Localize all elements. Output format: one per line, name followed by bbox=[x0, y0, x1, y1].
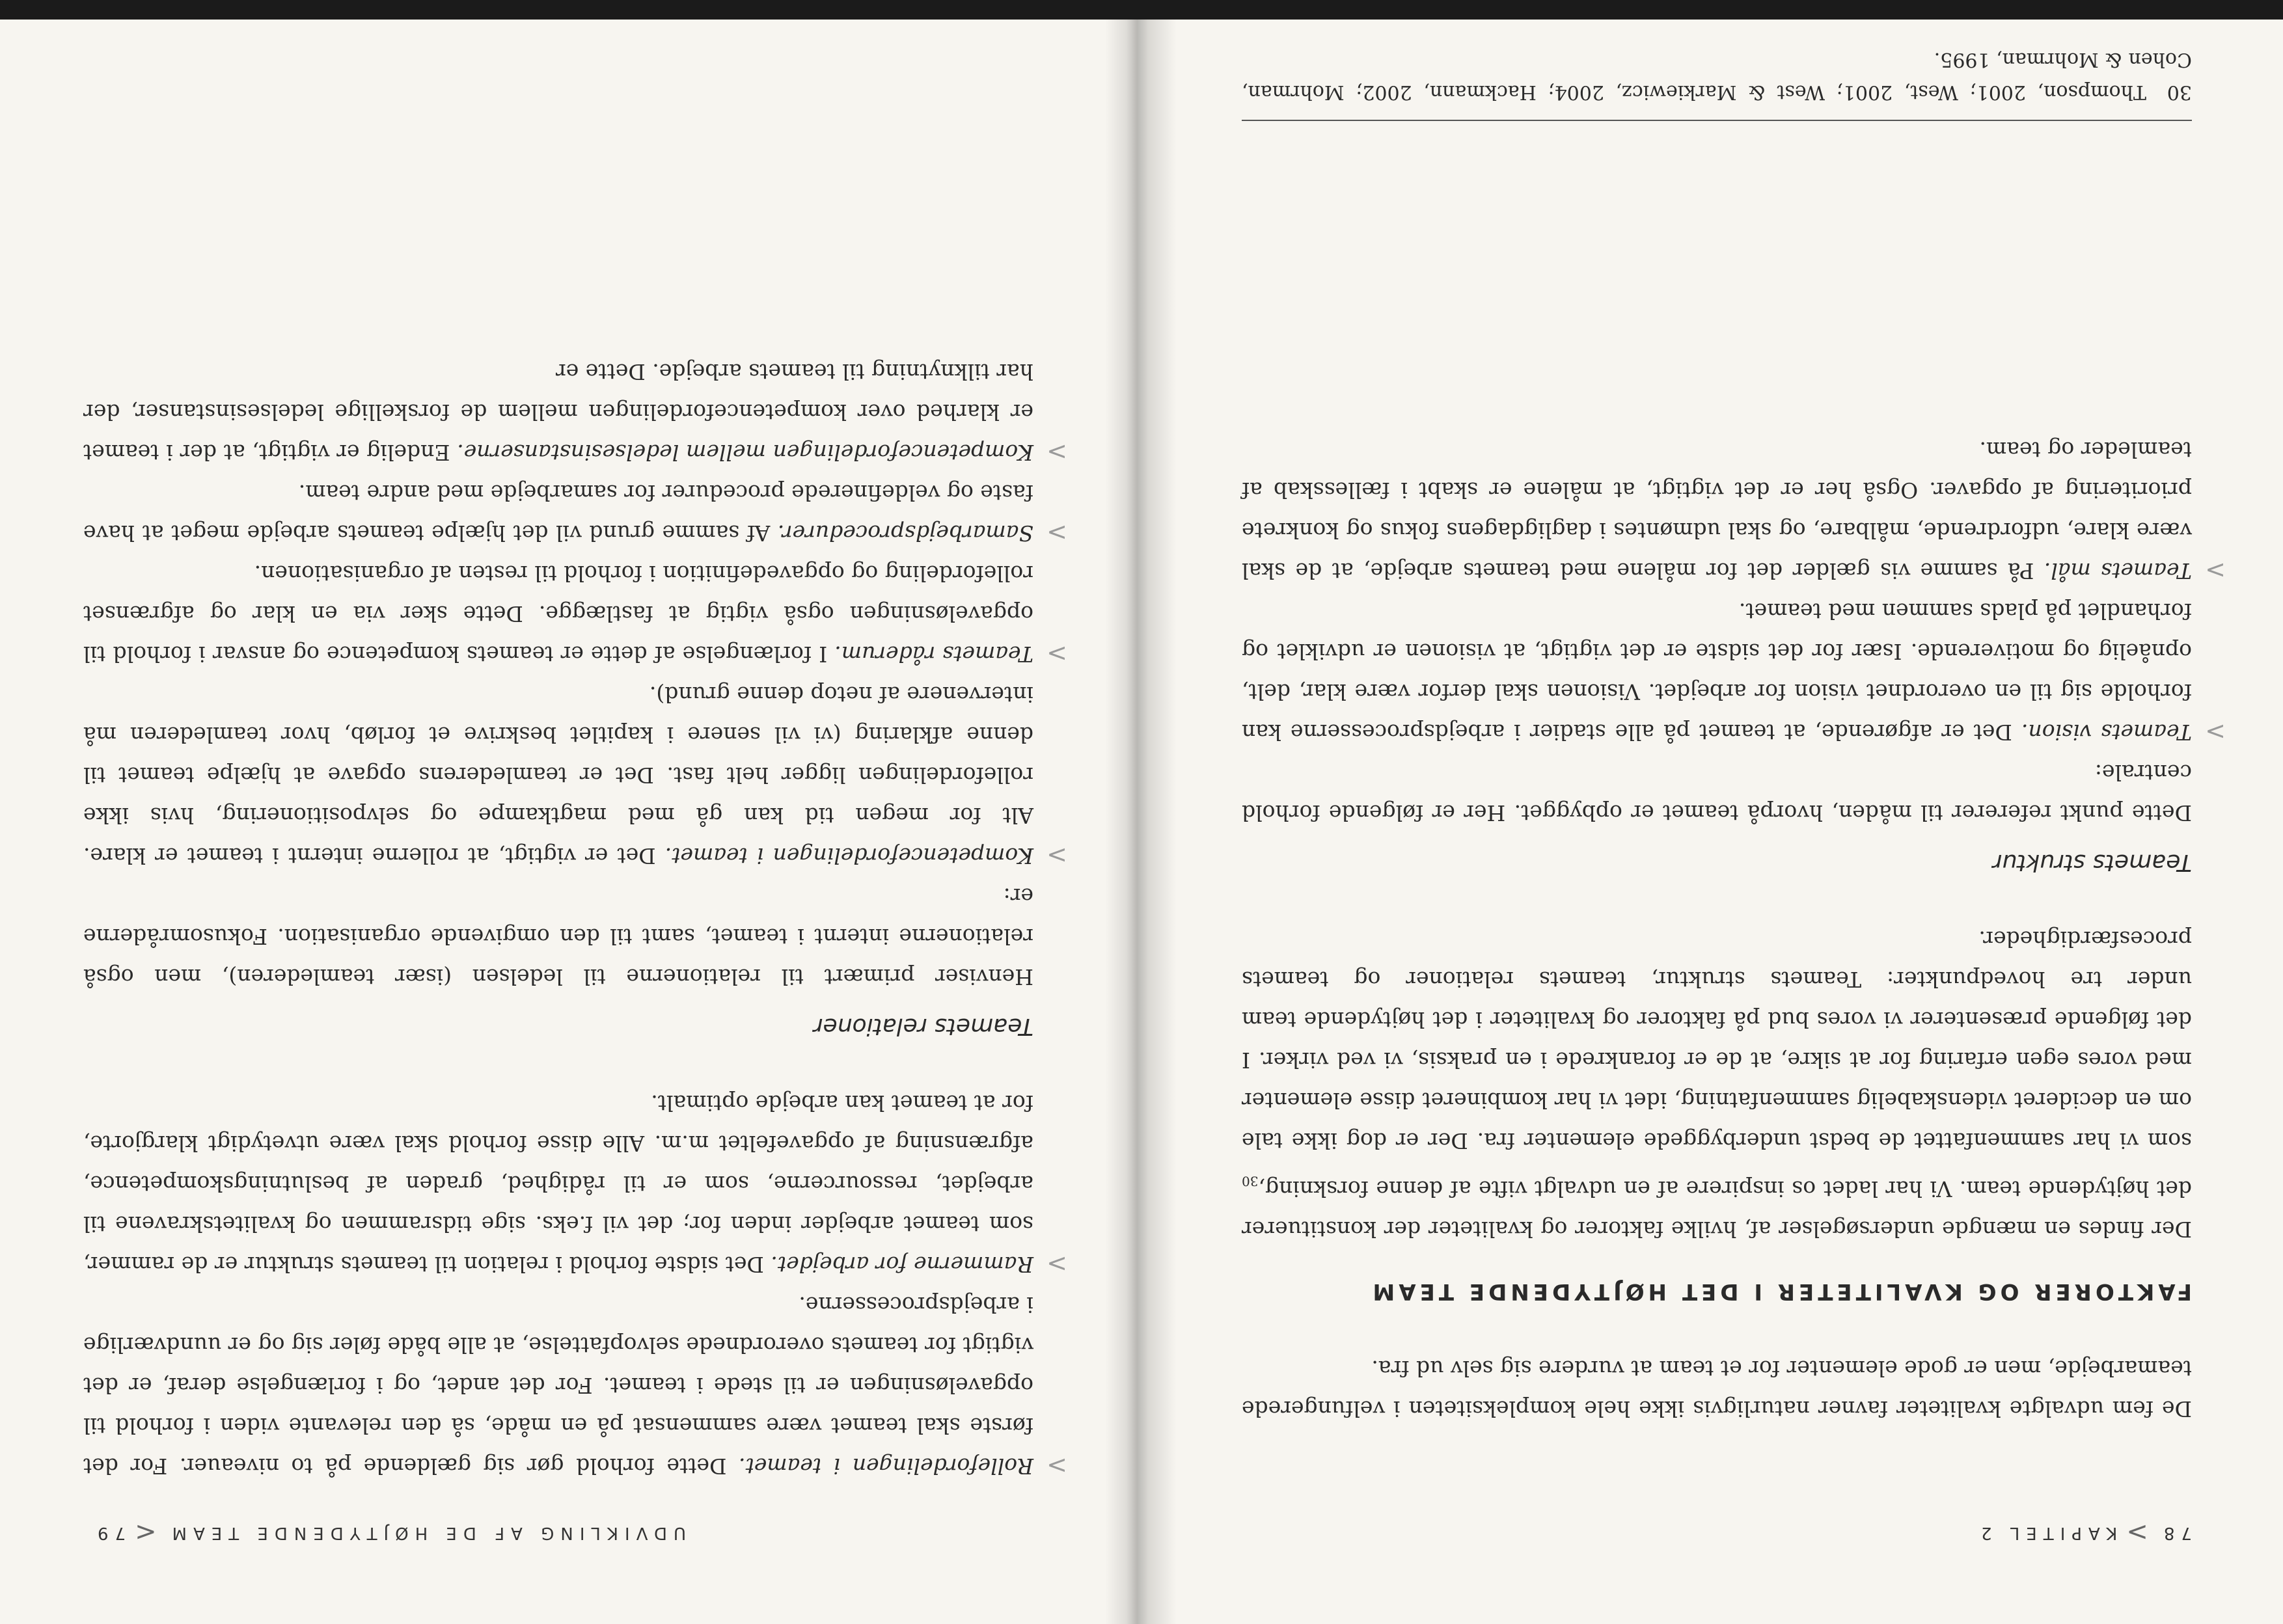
bullet-term: Teamets råderum. bbox=[834, 642, 1033, 667]
bullet-text: Endelig er vigtigt, at der i teamet er klarhed over kompetencefordelingen mellem de forskellige ledelsesinstanser, der har tilknytning til teamets arbejde. Dette er bbox=[83, 359, 1033, 465]
bullet-term: Kompetencefordelingen mellem ledelsesinstanserne. bbox=[457, 440, 1033, 465]
chevron-bullet-icon: > bbox=[1046, 1452, 1067, 1480]
page-78 bbox=[1151, 0, 2283, 1624]
chevron-right-icon: > bbox=[2126, 1517, 2148, 1547]
text-column-left bbox=[1241, 429, 2226, 1429]
footnote-number: 30 bbox=[2167, 81, 2192, 103]
footnote-divider bbox=[1242, 120, 2192, 121]
section-paragraph-part1: Der findes en mængde undersøgelser af, hvilke faktorer og kvaliteter der konstituerer det højtydende team. Vi har ladet os inspirere af en udvalgt vifte af denne forskning, bbox=[1242, 1176, 2192, 1242]
intro-paragraph: De fem udvalgte kvaliteter favner naturligvis ikke hele kompleksiteten i velfungerede teamarbejde, men er gode elementer for et team at vurdere sig selv ud fra. bbox=[1242, 1356, 2192, 1422]
footnote bbox=[1242, 43, 2192, 108]
bullet-text: Det sidste forhold i relation til teamets struktur er de rammer, som teamet arbejder inden for; det vil f.eks. sige tidsrammen og kvalitetskravene til arbejdet, ressourcerne, som er til rådighed, graden af beslutningskompetence, afgrænsning af opgavefeltet m.m. Alle disse forhold skal være utvetydigt klargjorte, for at teamet kan arbejde optimalt. bbox=[83, 1090, 1033, 1277]
chevron-bullet-icon: > bbox=[1046, 519, 1067, 547]
chevron-bullet-icon: > bbox=[1046, 841, 1067, 870]
bullet-text: Af samme grund vil det hjælpe teamets arbejde meget at have faste og veldefinerede procedurer for samarbejde med andre team. bbox=[83, 480, 1033, 546]
page-number: 78 bbox=[2157, 1523, 2192, 1543]
bullet-term: Teamets mål. bbox=[2044, 558, 2192, 584]
bullet-item bbox=[83, 1284, 1067, 1486]
bullet-text: I forlængelse af dette er teamets kompetence og ansvar i forhold til opgaveløsningen også vigtig at fastlægge. Dette sker via en klar og afgrænset rollefordeling og opgavedefinition i forhold til resten af organisationen. bbox=[83, 561, 1033, 667]
bullet-item bbox=[83, 1083, 1067, 1284]
bullet-item bbox=[1242, 591, 2226, 752]
scan-bottom-edge bbox=[0, 0, 2283, 20]
bullet-text: Det er afgørende, at teamet på alle stadier i arbejdsprocesserne kan forholde sig til en overordnet vision for arbejdet. Visionen skal derfor være klar, delt, opnåelig og motiverende. Især for det sidste er det vigtigt, at visionen er udviklet og forhandlet på plads sammen med teamet. bbox=[1242, 599, 2192, 746]
subhead-struktur: Teamets struktur bbox=[1992, 849, 2192, 876]
relationer-intro: Henviser primært til relationerne til ledelsen (især teamlederen), men også relationerne internt i teamet, samt til den omgivende organisation. Fokusområderne er: bbox=[83, 884, 1033, 990]
section-title: FAKTORER OG KVALITETER I DET HØJTYDENDE TEAM bbox=[1369, 1279, 2192, 1305]
bullet-text: Det er vigtigt, at rollerne internt i teamet er klare. Alt for megen tid kan gå med magtkampe og selvpositionering, hvis ikke rollefordelingen ligger helt fast. Det er teamlederens opgave at hjælpe teamet til denne afklaring (vi vil senere i kapitlet beskrive et forløb, hvor teamlederen må intervenere af netop denne grund). bbox=[83, 682, 1033, 869]
running-head-right bbox=[91, 1517, 686, 1547]
bullet-term: Rollefordelingen i teamet. bbox=[739, 1454, 1033, 1479]
chevron-bullet-icon: > bbox=[2205, 556, 2226, 586]
bullet-term: Rammerne for arbejdet. bbox=[771, 1252, 1033, 1277]
bullet-item bbox=[83, 674, 1067, 876]
running-head-left bbox=[1975, 1517, 2192, 1547]
chapter-label: KAPITEL 2 bbox=[1975, 1523, 2118, 1543]
chevron-bullet-icon: > bbox=[1046, 1250, 1067, 1279]
chevron-left-icon: < bbox=[135, 1517, 157, 1547]
footnote-text: Thompson, 2001; West, 2001; West & Markiewicz, 2004; Hackmann, 2002; Mohrman, Cohen & Mohrman, 1995. bbox=[1242, 48, 2192, 103]
bullet-item bbox=[83, 472, 1067, 553]
subhead-relationer: Teamets relationer bbox=[813, 1013, 1033, 1040]
footnote-reference: 30 bbox=[1242, 1173, 1259, 1189]
chevron-bullet-icon: > bbox=[1046, 438, 1067, 467]
section-paragraph bbox=[1242, 919, 2192, 1249]
struktur-intro: Dette punkt refererer til måden, hvorpå teamet er opbygget. Her er følgende forhold centrale: bbox=[1242, 760, 2192, 826]
book-title: UDVIKLING AF DE HØJTYDENDE TEAM bbox=[165, 1523, 687, 1543]
bullet-term: Kompetencefordelingen i teamet. bbox=[664, 843, 1033, 869]
bullet-term: Samarbejdsprocedurer. bbox=[777, 521, 1033, 546]
chevron-bullet-icon: > bbox=[1046, 640, 1067, 668]
section-paragraph-part2: som vi har sammenfattet de bedst underbyggede elementer fra. Der er dog ikke tale om en decideret videnskabelig sammenfatning, idet vi har kombineret disse elementer med vores egen erfaring for at sikre, at de er forankrede i en praksis, vi ved virker. I det følgende præsenterer vi vores bud på faktorer og kvaliteter i det højtydende team under tre hovedpunkter: Teamets struktur, teamets relationer og teamets procesfærdigheder. bbox=[1242, 927, 2192, 1154]
bullet-text: Dette forhold gør sig gældende på to niveauer. For det første skal teamet være sammensat på en måde, så den relevante viden i forhold til opgaveløsningen er til stede i teamet. For det andet, og i forlængelse deraf, er det vigtigt for teamets overordnede selvopfattelse, at alle både føler sig og er uundværlige i arbejdsprocesserne. bbox=[83, 1292, 1033, 1479]
bullet-item bbox=[1241, 429, 2226, 591]
bullet-item bbox=[83, 351, 1067, 472]
page-number: 79 bbox=[91, 1523, 126, 1543]
chevron-bullet-icon: > bbox=[2205, 718, 2226, 747]
bullet-term: Teamets vision. bbox=[2021, 720, 2192, 746]
bullet-item bbox=[83, 553, 1067, 674]
bullet-text: På samme vis gælder det for målene med teamets arbejde, at de skal være klare, udfordrende, målbare, og skal udmøntes i dagligdagens fokus og konkrete prioritering af opgaver. Også her er det vigtigt, at målene er skabt i fællesskab af teamleder og team. bbox=[1241, 437, 2192, 584]
text-column-right bbox=[83, 351, 1067, 1486]
